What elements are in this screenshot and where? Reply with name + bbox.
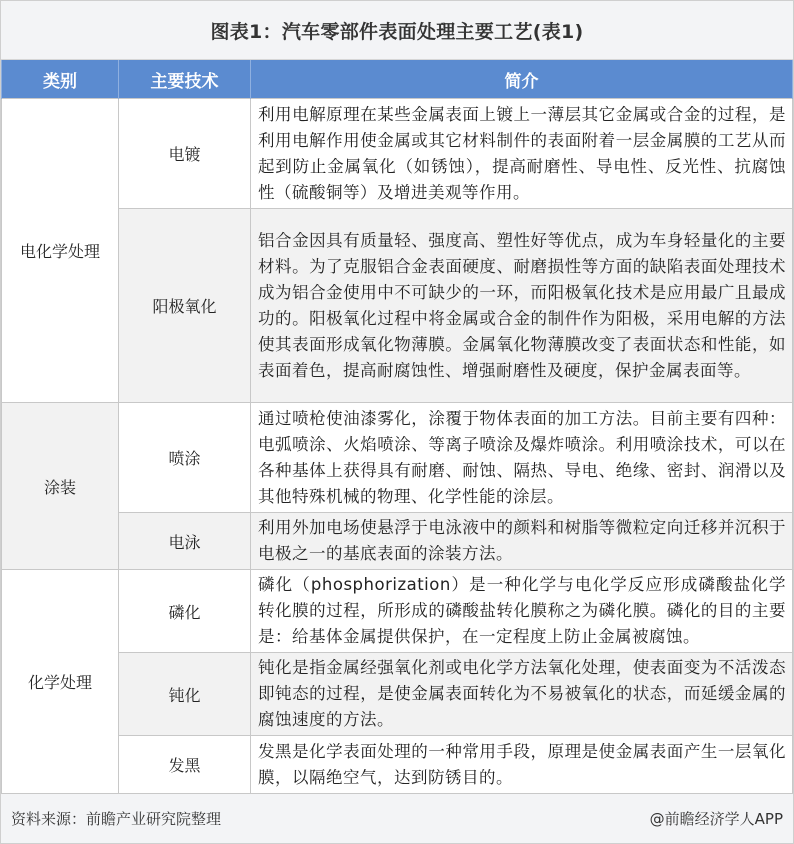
- technique-cell: 磷化: [119, 570, 251, 653]
- description-cell: 利用电解原理在某些金属表面上镀上一薄层其它金属或合金的过程，是利用电解作用使金属或其它材料制件的表面附着一层金属膜的工艺从而起到防止金属氧化（如锈蚀），提高耐磨性、导电性、反光性、抗腐蚀性（硫酸铜等）及增进美观等作用。: [251, 99, 793, 209]
- table-row: [2, 403, 793, 513]
- description-cell: 通过喷枪使油漆雾化，涂覆于物体表面的加工方法。目前主要有四种：电弧喷涂、火焰喷涂、等离子喷涂及爆炸喷涂。利用喷涂技术，可以在各种基体上获得具有耐磨、耐蚀、隔热、导电、绝缘、密封、润滑以及其他特殊机械的物理、化学性能的涂层。: [251, 403, 793, 513]
- technique-cell: 阳极氧化: [119, 209, 251, 403]
- description-cell: 钝化是指金属经强氧化剂或电化学方法氧化处理，使表面变为不活泼态即钝态的过程，是使金属表面转化为不易被氧化的状态，而延缓金属的腐蚀速度的方法。: [251, 653, 793, 736]
- category-cell: 电化学处理: [2, 99, 119, 403]
- footer: [1, 794, 793, 843]
- table-row: [2, 513, 793, 570]
- table-row: [2, 653, 793, 736]
- technique-cell: 电泳: [119, 513, 251, 570]
- title-bar: [1, 1, 793, 60]
- technique-cell: 电镀: [119, 99, 251, 209]
- table-header-row: [2, 60, 793, 99]
- table-row: [2, 570, 793, 653]
- technique-cell: 钝化: [119, 653, 251, 736]
- description-cell: 铝合金因具有质量轻、强度高、塑性好等优点，成为车身轻量化的主要材料。为了克服铝合金表面硬度、耐磨损性等方面的缺陷表面处理技术成为铝合金使用中不可缺少的一环，而阳极氧化技术是应用最广且最成功的。阳极氧化过程中将金属或合金的制件作为阳极，采用电解的方法使其表面形成氧化物薄膜。金属氧化物薄膜改变了表面状态和性能，如表面着色，提高耐腐蚀性、增强耐磨性及硬度，保护金属表面等。: [251, 209, 793, 403]
- page-title: 图表1：汽车零部件表面处理主要工艺(表1): [210, 20, 584, 43]
- header-category: 类别: [2, 60, 119, 99]
- header-description: 简介: [251, 60, 793, 99]
- technique-cell: 发黑: [119, 736, 251, 794]
- process-table: [1, 60, 793, 794]
- brand-credit: @前瞻经济学人APP: [649, 810, 783, 828]
- header-technique: 主要技术: [119, 60, 251, 99]
- table-row: [2, 209, 793, 403]
- description-cell: 利用外加电场使悬浮于电泳液中的颜料和树脂等微粒定向迁移并沉积于电极之一的基底表面的涂装方法。: [251, 513, 793, 570]
- table-row: [2, 99, 793, 209]
- source-note: 资料来源：前瞻产业研究院整理: [11, 810, 222, 828]
- table-row: [2, 736, 793, 794]
- description-cell: 发黑是化学表面处理的一种常用手段，原理是使金属表面产生一层氧化膜，以隔绝空气，达到防锈目的。: [251, 736, 793, 794]
- category-cell: 涂装: [2, 403, 119, 570]
- technique-cell: 喷涂: [119, 403, 251, 513]
- category-cell: 化学处理: [2, 570, 119, 794]
- description-cell: 磷化（phosphorization）是一种化学与电化学反应形成磷酸盐化学转化膜的过程，所形成的磷酸盐转化膜称之为磷化膜。磷化的目的主要是：给基体金属提供保护，在一定程度上防止金属被腐蚀。: [251, 570, 793, 653]
